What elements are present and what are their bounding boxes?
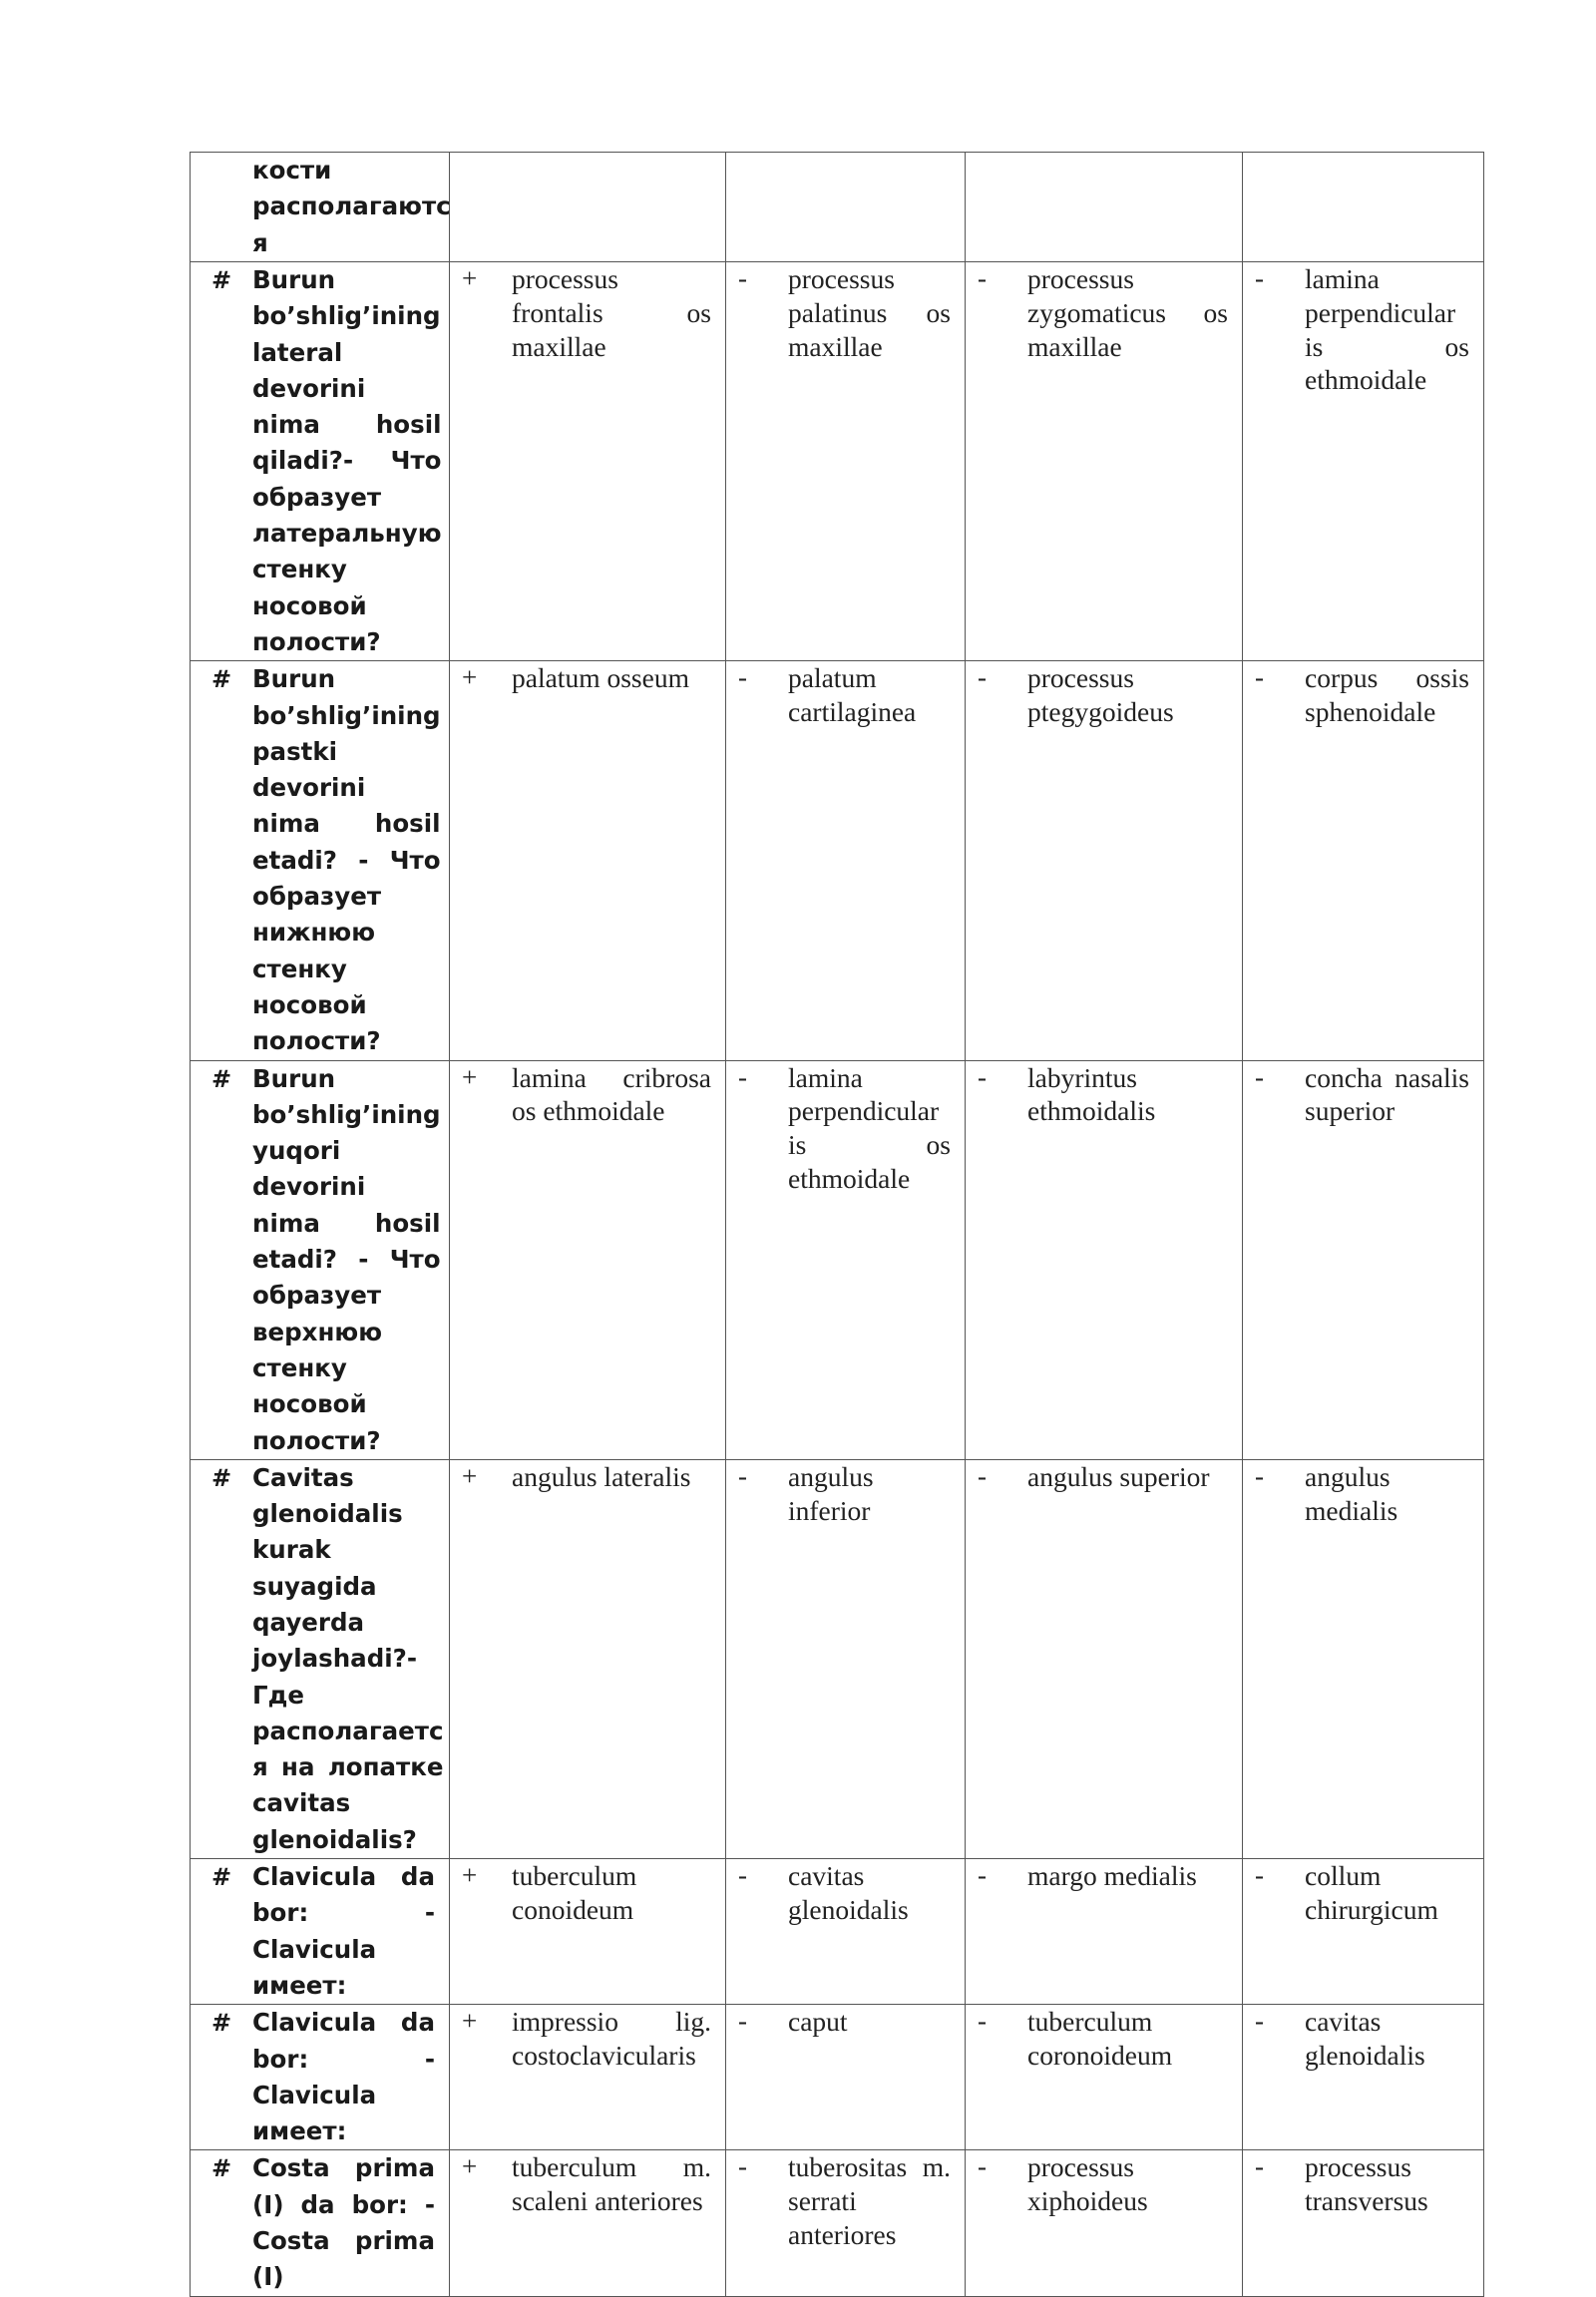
answer-text: impressio lig. costoclavicularis [512, 2006, 711, 2072]
table-row [191, 1859, 1484, 2005]
answer-cell [966, 1459, 1243, 1858]
answer-cell [1243, 153, 1484, 262]
answer-cell [450, 1060, 726, 1459]
answer-cell [966, 2005, 1243, 2150]
answer-cell [726, 1060, 966, 1459]
correct-answer-marker: + [462, 263, 478, 293]
answer-text: concha nasalis superior [1305, 1061, 1469, 1127]
answer-cell [966, 661, 1243, 1060]
answer-text: processus transversus [1305, 2151, 1428, 2217]
table-row [191, 2005, 1484, 2150]
question-text: Costa prima (I) da bor: - Costa prima (I) [252, 2153, 435, 2292]
answer-cell [966, 2150, 1243, 2296]
answer-cell [726, 2150, 966, 2296]
question-marker: # [210, 2154, 232, 2183]
question-text: кости располагаютс я [252, 156, 451, 257]
question-text: Cavitas glenoidalis kurak suyagida qayerda joylashadi?- Где располагаетс я на лопатке cavitas glenoidalis? [252, 1462, 444, 1854]
answer-text: processus zygomaticus os maxillae [1027, 263, 1228, 362]
answer-cell [1243, 262, 1484, 661]
question-text: Clavicula da bor: - Clavicula имеет: [252, 1862, 435, 2000]
question-cell [191, 1060, 450, 1459]
wrong-answer-marker: - [1255, 2151, 1264, 2182]
question-cell [191, 2005, 450, 2150]
wrong-answer-marker: - [738, 662, 747, 693]
wrong-answer-marker: - [978, 1061, 987, 1092]
answer-cell [1243, 2005, 1484, 2150]
table-row [191, 661, 1484, 1060]
wrong-answer-marker: - [738, 1460, 747, 1491]
answer-text: palatum cartilaginea [788, 662, 917, 728]
answer-cell [966, 1060, 1243, 1459]
answer-text: angulus lateralis [512, 1460, 691, 1492]
answer-text: tuberculum conoideum [512, 1860, 637, 1925]
table-row [191, 1459, 1484, 1858]
answer-cell [450, 661, 726, 1060]
wrong-answer-marker: - [1255, 662, 1264, 693]
wrong-answer-marker: - [738, 263, 747, 293]
wrong-answer-marker: - [978, 1460, 987, 1491]
answer-text: lamina perpendicular is os ethmoidale [1305, 263, 1469, 396]
correct-answer-marker: + [462, 662, 478, 693]
answer-cell [450, 1459, 726, 1858]
wrong-answer-marker: - [738, 1860, 747, 1891]
answer-cell [1243, 1459, 1484, 1858]
table-row [191, 153, 1484, 262]
answer-text: lamina cribrosa os ethmoidale [512, 1061, 711, 1127]
answer-cell [450, 262, 726, 661]
answer-text: angulus superior [1027, 1460, 1210, 1492]
answer-cell [450, 1859, 726, 2005]
question-text: Burun bo’shlig’ining pastki devorini nima hosil etadi? - Что образует нижнюю стенку носовой полости? [252, 664, 441, 1056]
correct-answer-marker: + [462, 1460, 478, 1491]
answer-text: caput [788, 2006, 848, 2038]
answer-text: processus palatinus os maxillae [788, 263, 951, 362]
table-row [191, 1060, 1484, 1459]
answer-cell [1243, 661, 1484, 1060]
question-text: Burun bo’shlig’ining lateral devorini nima hosil qiladi?- Что образует латеральную стенку носовой полости? [252, 265, 442, 656]
answer-text: collum chirurgicum [1305, 1860, 1438, 1925]
answer-cell [726, 1859, 966, 2005]
question-marker [191, 153, 252, 261]
answer-text: lamina perpendicular is os ethmoidale [788, 1061, 951, 1194]
answer-text: corpus ossis sphenoidale [1305, 662, 1469, 728]
table-row [191, 262, 1484, 661]
wrong-answer-marker: - [1255, 1860, 1264, 1891]
wrong-answer-marker: - [1255, 1460, 1264, 1491]
correct-answer-marker: + [462, 2006, 478, 2037]
wrong-answer-marker: - [978, 2006, 987, 2037]
answer-cell [726, 153, 966, 262]
wrong-answer-marker: - [738, 1061, 747, 1092]
question-cell [191, 153, 450, 262]
question-marker: # [210, 1463, 232, 1492]
answer-cell [726, 661, 966, 1060]
answer-text: palatum osseum [512, 662, 689, 694]
wrong-answer-marker: - [978, 2151, 987, 2182]
answer-cell [1243, 1060, 1484, 1459]
wrong-answer-marker: - [1255, 2006, 1264, 2037]
correct-answer-marker: + [462, 1860, 478, 1891]
answer-text: tuberculum m. scaleni anteriores [512, 2151, 711, 2217]
wrong-answer-marker: - [1255, 263, 1264, 293]
wrong-answer-marker: - [738, 2151, 747, 2182]
answer-cell [726, 1459, 966, 1858]
correct-answer-marker: + [462, 2151, 478, 2182]
answer-text: angulus medialis [1305, 1460, 1398, 1526]
answer-cell [966, 153, 1243, 262]
correct-answer-marker: + [462, 1061, 478, 1092]
question-marker: # [210, 665, 232, 694]
answer-text: margo medialis [1027, 1860, 1197, 1892]
answer-text: processus xiphoideus [1027, 2151, 1148, 2217]
answer-text: angulus inferior [788, 1460, 874, 1526]
answer-cell [966, 1859, 1243, 2005]
question-cell [191, 2150, 450, 2296]
answer-cell [450, 2005, 726, 2150]
answer-cell [966, 262, 1243, 661]
question-text: Clavicula da bor: - Clavicula имеет: [252, 2008, 435, 2146]
question-cell [191, 1459, 450, 1858]
question-marker: # [210, 2009, 232, 2038]
answer-text: tuberositas m. serrati anteriores [788, 2151, 951, 2251]
wrong-answer-marker: - [978, 662, 987, 693]
wrong-answer-marker: - [978, 263, 987, 293]
answer-cell [726, 262, 966, 661]
answer-text: labyrintus ethmoidalis [1027, 1061, 1156, 1127]
quiz-table [190, 152, 1484, 2297]
question-marker: # [210, 1064, 232, 1093]
answer-cell [450, 2150, 726, 2296]
question-cell [191, 1859, 450, 2005]
answer-cell [450, 153, 726, 262]
answer-text: tuberculum coronoideum [1027, 2006, 1173, 2072]
question-marker: # [210, 266, 232, 294]
answer-text: cavitas glenoidalis [788, 1860, 909, 1925]
answer-text: processus frontalis os maxillae [512, 263, 711, 362]
answer-text: cavitas glenoidalis [1305, 2006, 1425, 2072]
question-cell [191, 661, 450, 1060]
wrong-answer-marker: - [978, 1860, 987, 1891]
wrong-answer-marker: - [1255, 1061, 1264, 1092]
answer-cell [726, 2005, 966, 2150]
question-marker: # [210, 1863, 232, 1892]
answer-cell [1243, 2150, 1484, 2296]
question-text: Burun bo’shlig’ining yuqori devorini nima hosil etadi? - Что образует верхнюю стенку носовой полости? [252, 1063, 441, 1455]
answer-text: processus ptegygoideus [1027, 662, 1174, 728]
table-row [191, 2150, 1484, 2296]
answer-cell [1243, 1859, 1484, 2005]
wrong-answer-marker: - [738, 2006, 747, 2037]
question-cell [191, 262, 450, 661]
